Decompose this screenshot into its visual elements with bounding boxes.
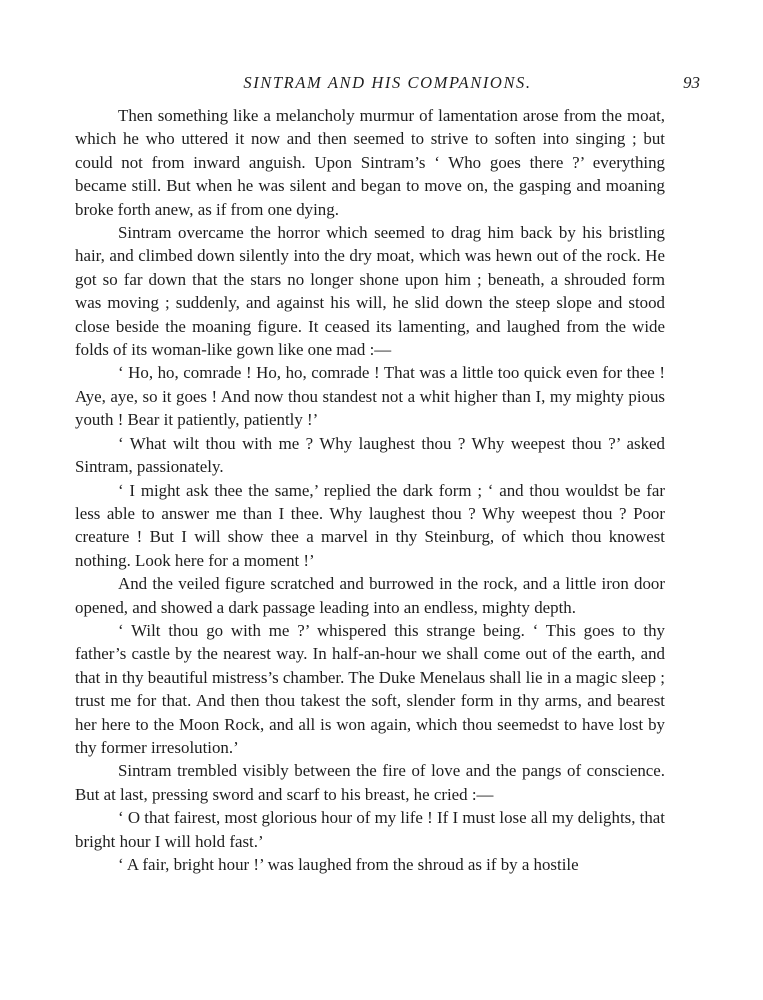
- paragraph: ‘ Wilt thou go with me ?’ whispered this strange being. ‘ This goes to thy father’s castle by the nearest way. In half-an-hour we shall come out of the earth, and that in thy beautiful mistress’s chamber. The Duke Menelaus shall lie in a magic sleep ; trust me for that. And then thou takest the soft, slender form in thy arms, and bearest her here to the Moon Rock, and all is won again, which thou seemedst to have lost by thy former irresolution.’: [75, 620, 665, 757]
- body-text: [75, 104, 665, 876]
- paragraph: ‘ O that fairest, most glorious hour of my life ! If I must lose all my delights, that bright hour I will hold fast.’: [75, 808, 665, 851]
- paragraph: Sintram trembled visibly between the fire of love and the pangs of conscience. But at last, pressing sword and scarf to his breast, he cried :—: [75, 761, 665, 804]
- paragraph: ‘ Ho, ho, comrade ! Ho, ho, comrade ! That was a little too quick even for thee ! Aye, aye, so it goes ! And now thou standest not a whit higher than I, my mighty pious youth ! Bear it patiently, patiently !’: [75, 363, 665, 430]
- running-head: [75, 70, 700, 96]
- paragraph: ‘ I might ask thee the same,’ replied the dark form ; ‘ and thou wouldst be far less able to answer me than I thee. Why laughest thou ? Why weepest thou ? Poor creature ! But I will show thee a marvel in thy Steinburg, of which thou knowest nothing. Look here for a moment !’: [75, 480, 665, 570]
- paragraph: Then something like a melancholy murmur of lamentation arose from the moat, which he who uttered it now and then seemed to strive to soften into singing ; but could not from inward anguish. Upon Sintram’s ‘ Who goes there ?’ everything became still. But when he was silent and began to move on, the gasping and moaning broke forth anew, as if from one dying.: [75, 106, 665, 219]
- page-number: 93: [683, 73, 700, 92]
- paragraph-continued: ‘ A fair, bright hour !’ was laughed from the shroud as if by a hostile: [118, 855, 579, 874]
- paragraph: ‘ What wilt thou with me ? Why laughest thou ? Why weepest thou ?’ asked Sintram, passionately.: [75, 433, 665, 477]
- paragraph: And the veiled figure scratched and burrowed in the rock, and a little iron door opened, and showed a dark passage leading into an endless, mighty depth.: [75, 574, 665, 617]
- running-title: SINTRAM AND HIS COMPANIONS.: [243, 73, 532, 92]
- paragraph: Sintram overcame the horror which seemed to drag him back by his bristling hair, and climbed down silently into the dry moat, which was hewn out of the rock. He got so far down that the stars no longer shone upon him ; beneath, a shrouded form was moving ; suddenly, and against his will, he slid down the steep slope and stood close beside the moaning figure. It ceased its lamenting, and laughed from the wide folds of its woman-like gown like one mad :—: [75, 223, 665, 360]
